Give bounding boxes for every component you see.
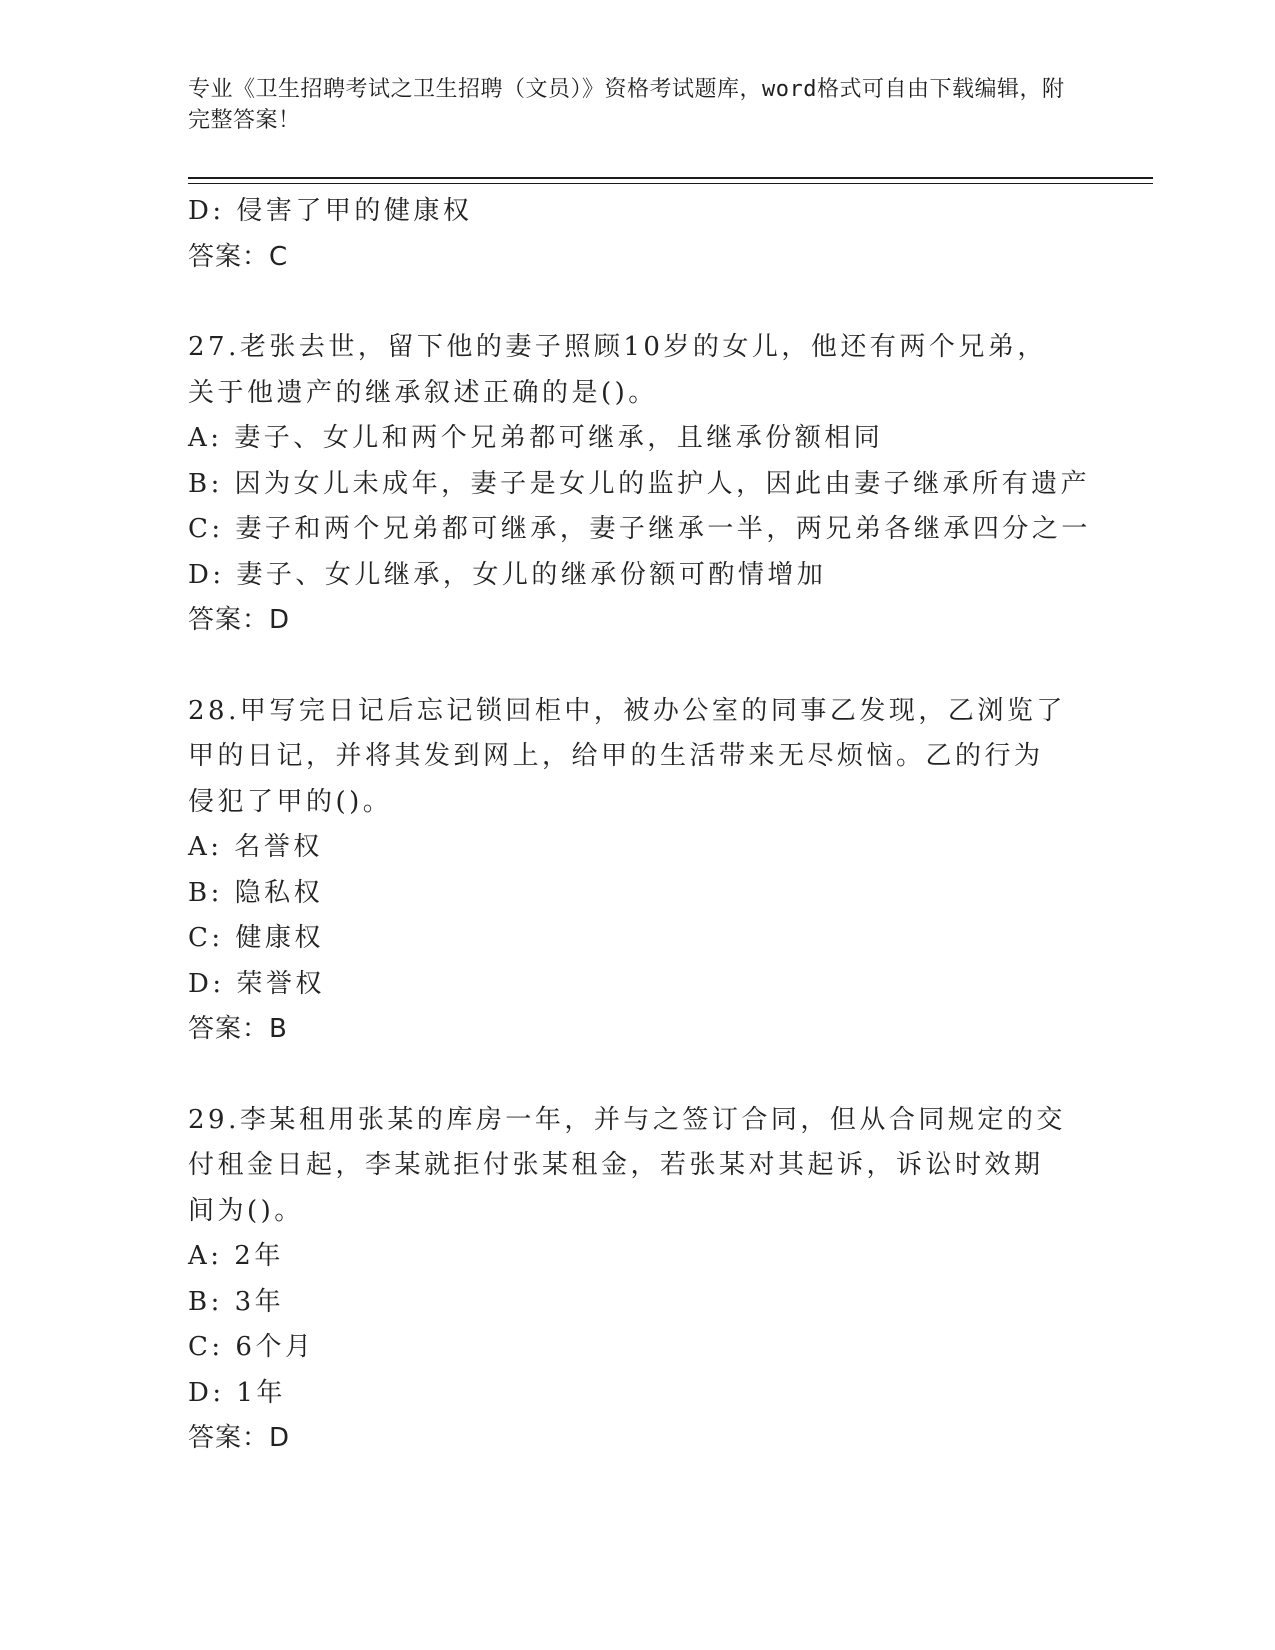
option-b: B: 3年 [188,1286,285,1317]
question-29 [188,1098,1088,1462]
option-d: D: 侵害了甲的健康权 [188,196,473,226]
option-a: A: 2年 [188,1241,284,1271]
answer-line: 答案：B [188,1014,288,1044]
answer-line: 答案：D [188,1423,291,1453]
option-c: C: 妻子和两个兄弟都可继承，妻子继承一半，两兄弟各继承四分之一 [188,514,1091,544]
previous-question-tail [188,189,1088,280]
option-d: D: 妻子、女儿继承，女儿的继承份额可酌情增加 [188,559,827,590]
option-b: B: 因为女儿未成年，妻子是女儿的监护人，因此由妻子继承所有遗产 [188,468,1091,499]
question-27 [188,325,1091,644]
answer-line: 答案：C [188,241,289,272]
header-divider-thin [188,183,1153,184]
option-a: A: 名誉权 [188,832,323,862]
answer-line: 答案：D [188,605,291,635]
option-b: B: 隐私权 [188,877,324,908]
header-divider-thick [188,177,1153,179]
option-a: A: 妻子、女儿和两个兄弟都可继承，且继承份额相同 [188,423,884,453]
question-content [188,189,1091,1462]
option-d: D: 1年 [188,1377,286,1408]
option-d: D: 荣誉权 [188,968,325,999]
question-28 [188,689,1088,1053]
question-stem: 29.李某租用张某的库房一年，并与之签订合同，但从合同规定的交付租金日起，李某就拒付张某租金，若张某对其起诉，诉讼时效期间为()。 [188,1104,1066,1226]
option-c: C: 健康权 [188,923,324,953]
question-stem: 28.甲写完日记后忘记锁回柜中，被办公室的同事乙发现，乙浏览了甲的日记，并将其发到网上，给甲的生活带来无尽烦恼。乙的行为侵犯了甲的()。 [188,695,1066,817]
question-stem: 27.老张去世，留下他的妻子照顾10岁的女儿，他还有两个兄弟，关于他遗产的继承叙述正确的是()。 [188,332,1047,408]
option-c: C: 6个月 [188,1332,315,1362]
document-header: 专业《卫生招聘考试之卫生招聘（文员）》资格考试题库，word格式可自由下载编辑，附完整答案！ [188,77,1065,133]
